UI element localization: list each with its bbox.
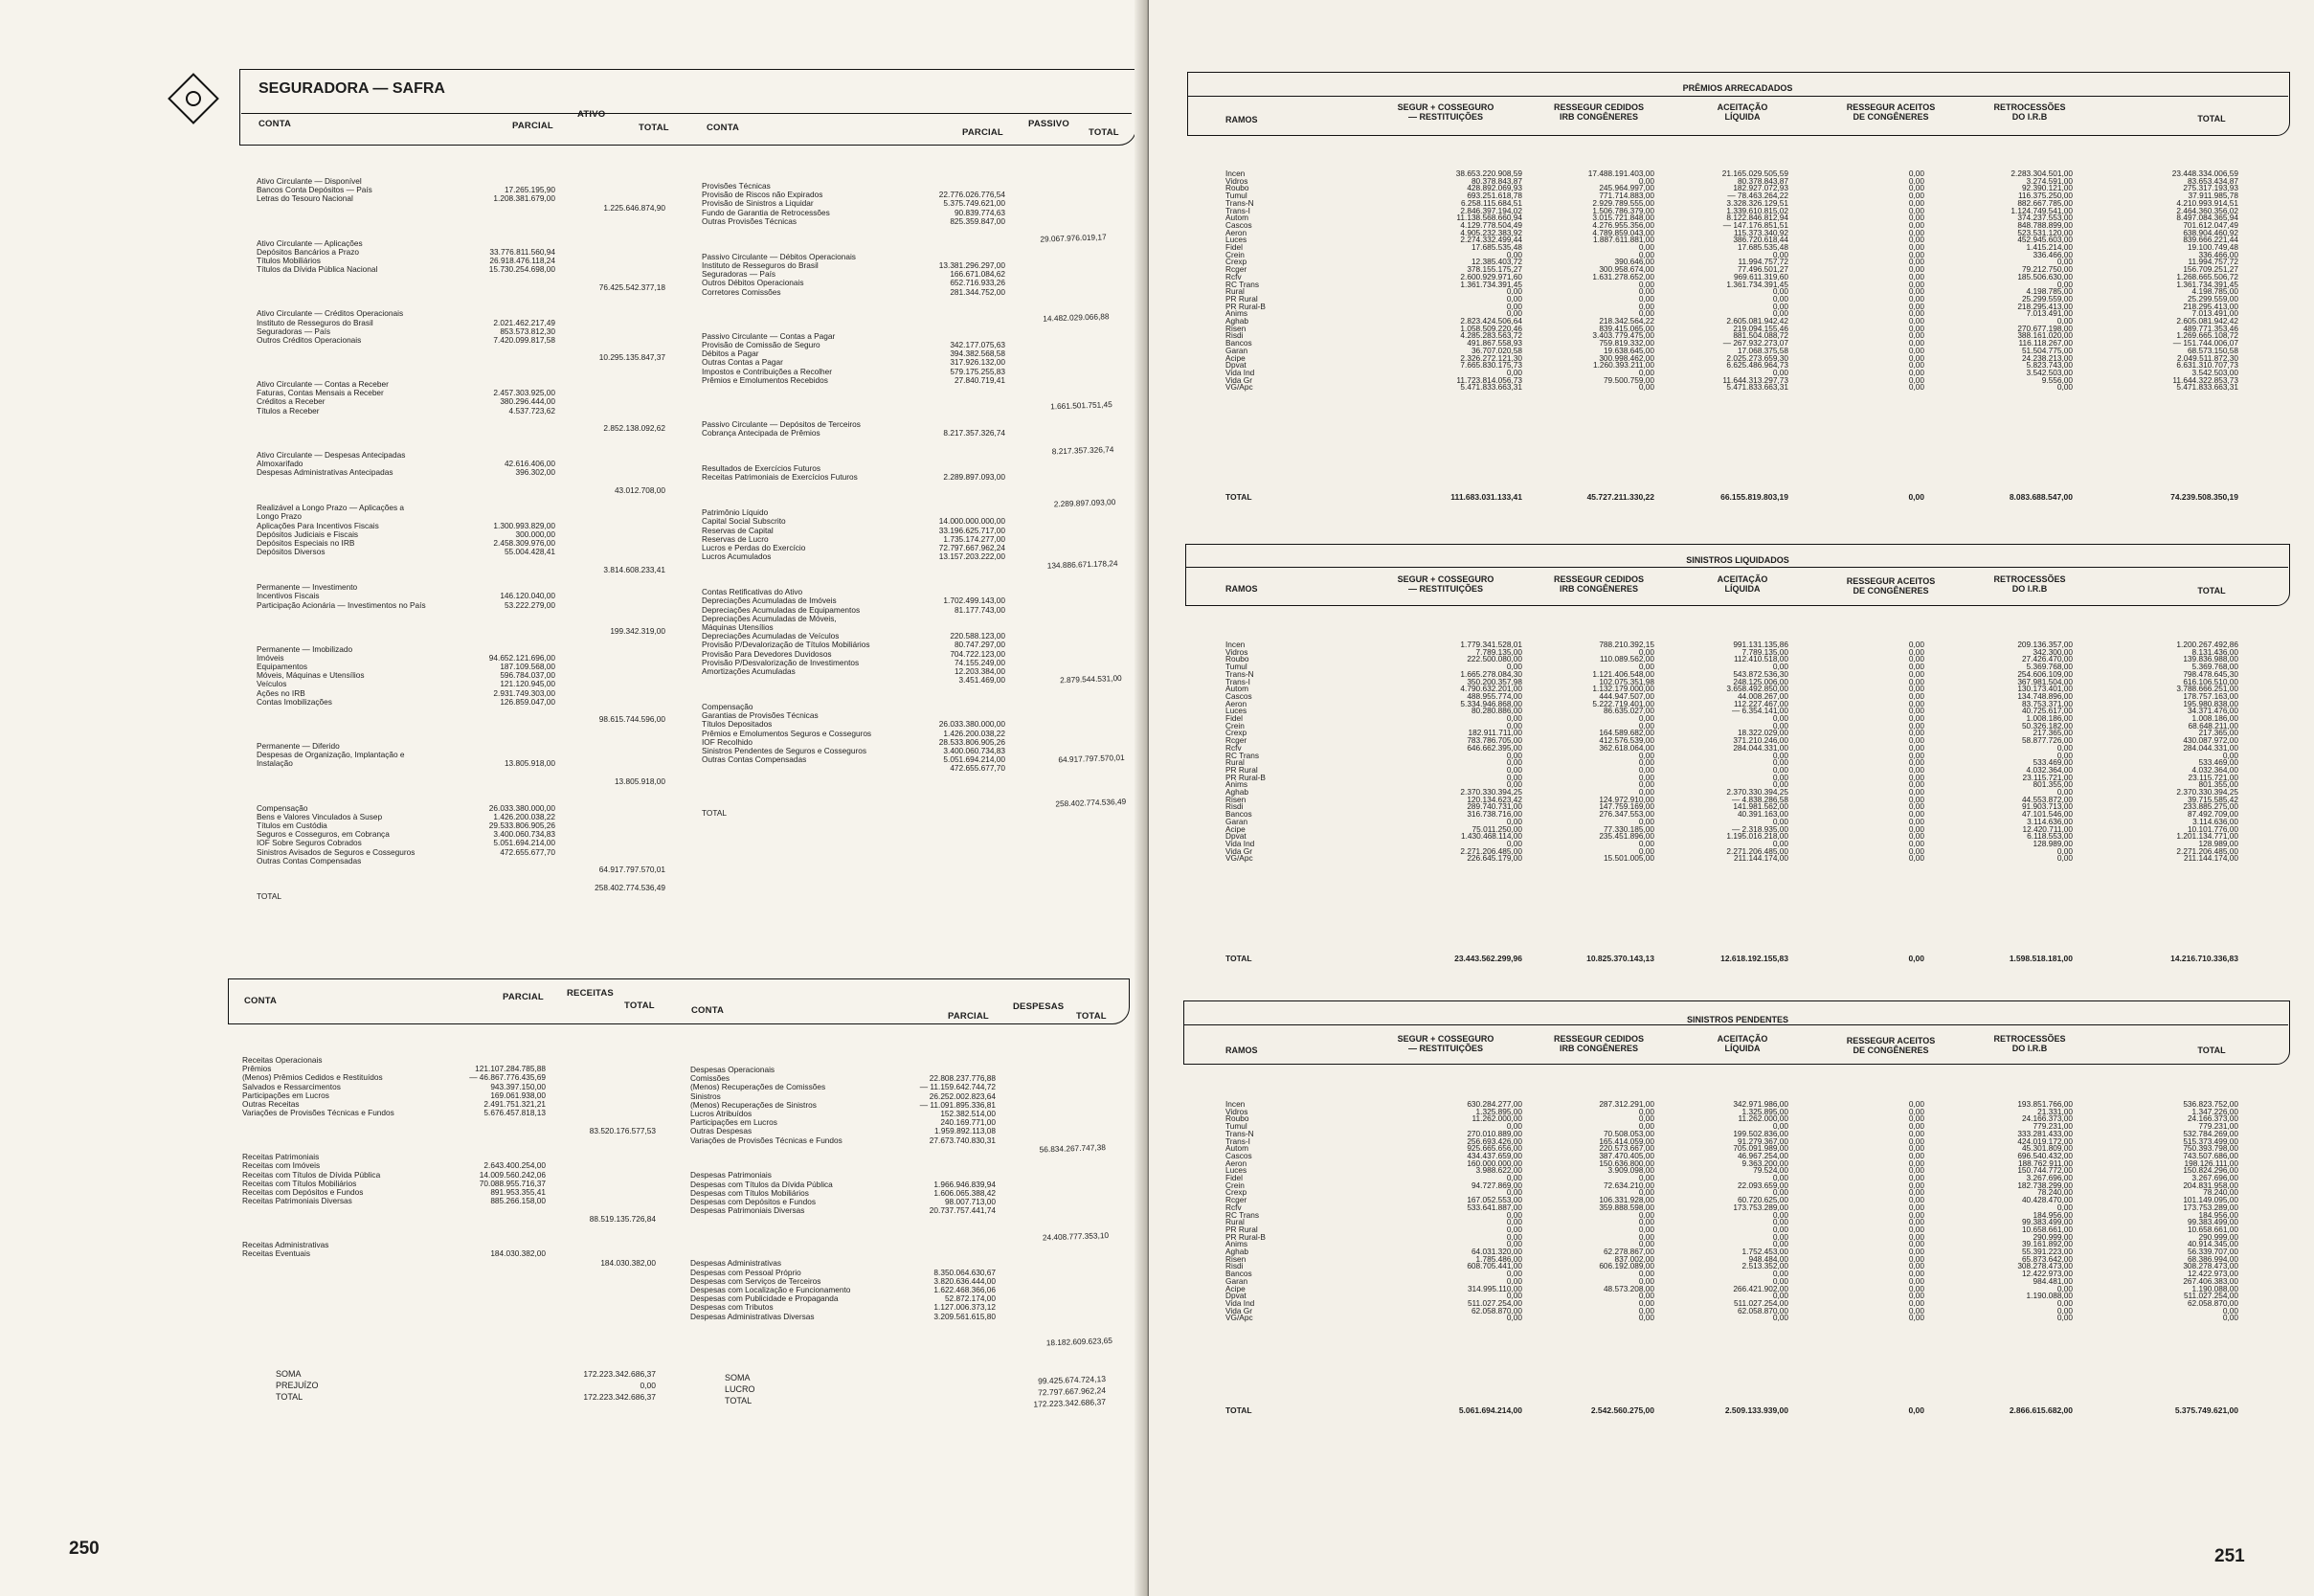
passivo-total-header: TOTAL: [1089, 127, 1119, 138]
despesas-parcial-values: 22.808.237.776,88 — 11.159.642.744,72 26.252.002.823,64 — 11.091.895.336,81 152.382.514,00 240.169.771,00 1.959.892.113,08 27.673.740.830,31 1.966.946.839,94 1.606.065.388,42 98.007.713,00 20.737.757.441,74 8.350.064.630,67 3.820.636.444,00 1.622.468.366,06 52.872.174,00 1.127.006.373,12 3.209.561.615,80: [919, 1073, 996, 1321]
despesas-total-header: TOTAL: [1076, 1011, 1107, 1022]
premios-total-label: TOTAL: [1225, 492, 1252, 502]
premios-title: PRÊMIOS ARRECADADOS: [1682, 83, 1793, 93]
premios-c5: 2.283.304.501,00 3.274.591,00 92.390.121,00 116.375.250,00 882.667.785,00 1.124.749.541,00 374.237.553,00 848.788.899,00 523.531.120,00 452.945.603,00 1.415.214,00 336.466,00 0,00 79.212.750,00 185.506.630,00 0,00 4.198.785,00 25.299.559,00 218.295.413,00 7.013.491,00 0,00 270.677.198,00 388.161.020,00 116.118.267,00 51.504.775,00 24.238.213,00 5.823.743,00 3.542.503,00 9.556,00 0,00: [2011, 169, 2073, 393]
premios-total-c2: 45.727.211.330,22: [1586, 492, 1654, 502]
passivo-header: PASSIVO: [1028, 119, 1069, 129]
premios-total-c1: 111.683.031.133,41: [1450, 492, 1522, 502]
despesas-parcial-header: PARCIAL: [948, 1011, 989, 1022]
pendentes-c3-header: ACEITAÇÃO LÍQUIDA: [1717, 1034, 1768, 1053]
result-header-box: [228, 978, 1130, 1024]
receitas-parcial-values: 121.107.284.785,88 — 46.867.776.435,69 943.397.150,00 169.061.938,00 2.491.751.321,21 5.676.457.818,13 2.643.400.254,00 14.009.560.242,06 70.088.955.716,37 891.953.355,41 885.266.158,00 184.030.382,00: [469, 1064, 546, 1259]
pendentes-c2: 287.312.291,00 0,00 0,00 0,00 70.508.053,00 165.414.059,00 220.573.667,00 387.470.405,00 150.636.800,00 3.909.098,00 0,00 72.634.210,00 0,00 106.331.928,00 359.888.598,00 0,00 0,00 0,00 0,00 0,00 62.278.867,00 837.002,00 606.192.089,00 0,00 0,00 48.573.208,00 0,00 0,00 0,00 0,00: [1599, 1099, 1654, 1323]
liquidados-c2-header: RESSEGUR CEDIDOS IRB CONGÊNERES: [1553, 574, 1645, 594]
passivo-total-values: 29.067.976.019,17 14.482.029.066,88 1.661.501.751,45 8.217.357.326,74 2.289.897.093,00 134.886.671.178,24 2.879.544.531,00 64.917.797.570,01 258.402.774.536,49: [1040, 179, 1127, 809]
premios-c2-header: RESSEGUR CEDIDOS IRB CONGÊNERES: [1553, 102, 1645, 122]
premios-total-c3: 66.155.819.803,19: [1720, 492, 1788, 502]
ativo-parcial-header: PARCIAL: [512, 121, 553, 131]
liquidados-total-c3: 12.618.192.155,83: [1720, 954, 1788, 963]
summary-lucro-label: LUCRO: [725, 1384, 755, 1394]
page-title: SEGURADORA — SAFRA: [258, 80, 445, 97]
receitas-total-values: 83.520.176.577,53 88.519.135.726,84 184.030.382,00: [589, 1125, 656, 1268]
receitas-parcial-header: PARCIAL: [503, 992, 544, 1002]
pendentes-c4-header: RESSEGUR ACEITOS DE CONGÊNERES: [1846, 1036, 1936, 1055]
ativo-account-labels: Ativo Circulante — Disponível Bancos Conta Depósitos — País Letras do Tesouro Nacional Ativo Circulante — Aplicações Depósitos Bancários a Prazo Títulos Mobiliários Títulos da Dívida Pública Nacional Ativo Circulante — Créditos Operacionais Instituto de Resseguros do Brasil Seguradoras — País Outros Créditos Operacionais Ativo Circulante — Contas a Receber Faturas, Contas Mensais a Receber Créditos a Receber Títulos a Receber Ativo Circulante — Despesas Antecipadas Almoxarifado Despesas Administrativas Antecipadas Realizável a Longo Prazo — Aplicações a Longo Prazo Aplicações Para Incentivos Fiscais Depósitos Judiciais e Fiscais Depósitos Especiais no IRB Depósitos Diversos Permanente — Investimento Incentivos Fiscais Participação Acionária — Investimentos no País Permanente — Imobilizado Imóveis Equipamentos Móveis, Máquinas e Utensílios Veículos Ações no IRB Contas Imobilizações Permanente — Diferido Despesas de Organização, Implantação e Instalação Compensação Bens e Valores Vinculados à Susep Títulos em Custódia Seguros e Cosseguros, em Cobrança IOF Sobre Seguros Cobrados Sinistros Avisados de Seguros e Cosseguros Outras Contas Compensadas TOTAL: [257, 176, 426, 901]
liquidados-total-c5: 1.598.518.181,00: [2009, 954, 2073, 963]
summary-soma-label: SOMA: [276, 1369, 302, 1379]
liquidados-total-c1: 23.443.562.299,96: [1454, 954, 1522, 963]
premios-c6-header: TOTAL: [2197, 114, 2226, 124]
liquidados-c2: 788.210.392,15 0,00 110.089.562,00 0,00 1.121.406.548,00 102.075.351,98 1.132.179.000,00 444.947.507,00 5.222.719.401,00 86.635.027,00 0,00 0,00 164.589.682,00 412.576.539,00 362.618.064,00 0,00 0,00 0,00 0,00 0,00 0,00 124.972.910,00 147.759.169,00 276.347.553,00 0,00 77.330.185,00 235.451.896,00 0,00 0,00 15.501.005,00: [1592, 640, 1654, 864]
summary-soma2-label: SOMA: [725, 1373, 751, 1382]
liquidados-total-label: TOTAL: [1225, 954, 1252, 963]
pendentes-c3: 342.971.986,00 1.325.895,00 11.262.000,00 0,00 199.502.836,00 91.279.367,00 705.091.989,00 46.967.254,00 9.363.200,00 79.524,00 0,00 22.093.659,00 0,00 60.720.625,00 173.753.289,00 0,00 0,00 0,00 0,00 0,00 1.752.453,00 948.484,00 2.513.352,00 0,00 0,00 266.421.902,00 0,00 511.027.254,00 62.058.870,00 0,00: [1733, 1099, 1788, 1323]
liquidados-ramos-header: RAMOS: [1225, 584, 1258, 594]
receitas-conta-header: CONTA: [244, 996, 278, 1006]
pendentes-c5: 193.851.766,00 21.331,00 24.166.373,00 779.231,00 333.281.433,00 424.019.172,00 45.301.809,00 696.540.432,00 188.762.911,00 150.744.772,00 3.267.696,00 182.738.299,00 78.240,00 40.428.470,00 0,00 184.956,00 99.383.499,00 10.658.661,00 290.999,00 39.161.892,00 55.391.223,00 65.873.642,00 308.278.473,00 12.422.973,00 984.481,00 0,00 1.190.088,00 0,00 0,00 0,00: [2017, 1099, 2073, 1323]
company-logo-icon: [168, 73, 219, 124]
premios-c1-header: SEGUR + COSSEGURO — RESTITUIÇÕES: [1397, 102, 1494, 122]
right-page: [1149, 0, 2314, 1596]
premios-c1: 38.653.220.908,59 80.378.843,87 428.892.069,93 693.251.618,78 6.258.115.684,51 2.846.397.194,02 11.138.568.660,94 4.129.778.504,49 4.905.232.383,92 2.274.332.499,44 17.685.535,48 0,00 12.385.403,72 378.155.175,27 2.600.929.971,60 1.361.734.391,45 0,00 0,00 0,00 0,00 2.823.424.506,64 1.058.509.220,46 4.285.283.563,72 491.867.558,93 36.707.020,58 2.326.272.121,30 7.665.830.175,73 0,00 11.723.814.056,73 5.471.833.663,31: [1455, 169, 1522, 393]
liquidados-ramos: Incen Vidros Roubo Tumul Trans-N Trans-I Autom Cascos Aeron Luces Fidel Crein Crexp Rcger Rcfv RC Trans Rural PR Rural PR Rural-B Anims Aghab Risen Risdi Bancos Garan Acipe Dpvat Vida Ind Vida Gr VG/Apc: [1225, 640, 1266, 864]
premios-c3-header: ACEITAÇÃO LÍQUIDA: [1717, 102, 1768, 122]
summary-soma-value: 172.223.342.686,37: [583, 1369, 656, 1379]
pendentes-total-c6: 5.375.749.621,00: [2174, 1405, 2238, 1415]
pendentes-c6: 536.823.752,00 1.347.226,00 24.166.373,00 779.231,00 532.784.269,00 515.373.499,00 750.393.798,00 743.507.686,00 198.126.111,00 150.824.296,00 3.267.696,00 204.831.958,00 78.240,00 101.149.095,00 173.753.289,00 184.956,00 99.383.499,00 10.658.661,00 290.999,00 40.914.345,00 56.339.707,00 68.386.994,00 308.278.473,00 12.422.973,00 267.406.383,00 1.190.088,00 511.027.254,00 62.058.870,00 0,00 0,00: [2183, 1099, 2238, 1323]
premios-c6: 23.448.334.006,59 83.653.434,87 275.317.193,93 37.911.985,78 4.210.993.914,51 2.464.360.356,02 8.497.084.365,94 701.612.047,49 638.904.460,92 839.666.221,44 19.100.749,48 336.466,00 11.994.757,72 156.709.251,27 1.268.665.506,72 1.361.734.391,45 4.198.785,00 25.299.559,00 218.295.413,00 7.013.491,00 2.605.081.942,42 489.771.353,46 1.269.665.108,72 — 151.744.006,07 68.573.150,58 2.049.511.872,30 6.631.310.707,73 3.542.503,00 11.644.322.853,73 5.471.833.663,31: [2171, 169, 2238, 393]
liquidados-c4: 0,00 0,00 0,00 0,00 0,00 0,00 0,00 0,00 0,00 0,00 0,00 0,00 0,00 0,00 0,00 0,00 0,00 0,00 0,00 0,00 0,00 0,00 0,00 0,00 0,00 0,00 0,00 0,00 0,00 0,00: [1908, 640, 1924, 864]
pendentes-c5-header: RETROCESSÕES DO I.R.B: [1993, 1034, 2066, 1053]
premios-ramos: Incen Vidros Roubo Tumul Trans-N Trans-I Autom Cascos Aeron Luces Fidel Crein Crexp Rcger Rcfv RC Trans Rural PR Rural PR Rural-B Anims Aghab Risen Risdi Bancos Garan Acipe Dpvat Vida Ind Vida Gr VG/Apc: [1225, 169, 1266, 393]
premios-c4: 0,00 0,00 0,00 0,00 0,00 0,00 0,00 0,00 0,00 0,00 0,00 0,00 0,00 0,00 0,00 0,00 0,00 0,00 0,00 0,00 0,00 0,00 0,00 0,00 0,00 0,00 0,00 0,00 0,00 0,00: [1908, 169, 1924, 393]
receitas-account-labels: Receitas Operacionais Prêmios (Menos) Prêmios Cedidos e Restituídos Salvados e Ressarcimentos Participações em Lucros Outras Receitas Variações de Provisões Técnicas e Fundos Receitas Patrimoniais Receitas com Imóveis Receitas com Títulos de Dívida Pública Receitas com Títulos Mobiliários Receitas com Depósitos e Fundos Receitas Patrimoniais Diversas Receitas Administrativas Receitas Eventuais: [242, 1055, 394, 1259]
summary-soma2-value: 99.425.674.724,13: [1037, 1373, 1107, 1386]
summary-total2-value: 172.223.342.686,37: [1033, 1396, 1107, 1409]
liquidados-c1-header: SEGUR + COSSEGURO — RESTITUIÇÕES: [1397, 574, 1494, 594]
summary-prejuizo-value: 0,00: [640, 1381, 656, 1390]
receitas-header: RECEITAS: [567, 988, 614, 999]
ativo-total-values: 1.225.646.874,90 76.425.542.377,18 10.295.135.847,37 2.852.138.092,62 43.012.708,00 3.814.608.233,41 199.342.319,00 98.615.744.596,00 13.805.918,00 64.917.797.570,01 258.402.774.536,49: [595, 202, 665, 892]
liquidados-c5-header: RETROCESSÕES DO I.R.B: [1993, 574, 2066, 594]
pendentes-c1: 630.284.277,00 1.325.895,00 11.262.000,00 0,00 270.010.889,00 256.693.426,00 925.665.656,00 434.437.659,00 160.000.000,00 3.988.622,00 0,00 94.727.869,00 0,00 167.052.553,00 533.641.887,00 0,00 0,00 0,00 0,00 0,00 64.031.320,00 1.785.486,00 608.705.441,00 0,00 0,00 314.995.110,00 0,00 511.027.254,00 62.058.870,00 0,00: [1467, 1099, 1522, 1323]
passivo-account-labels: Provisões Técnicas Provisão de Riscos não Expirados Provisão de Sinistros a Liquidar Fundo de Garantia de Retrocessões Outras Provisões Técnicas Passivo Circulante — Débitos Operacionais Instituto de Resseguros do Brasil Seguradoras — País Outros Débitos Operacionais Corretores Comissões Passivo Circulante — Contas a Pagar Provisão de Comissão de Seguro Débitos a Pagar Outras Contas a Pagar Impostos e Contribuições a Recolher Prêmios e Emolumentos Recebidos Passivo Circulante — Depósitos de Terceiros Cobrança Antecipada de Prêmios Resultados de Exercícios Futuros Receitas Patrimoniais de Exercícios Futuros Patrimônio Líquido Capital Social Subscrito Reservas de Capital Reservas de Lucro Lucros e Perdas do Exercício Lucros Acumulados Contas Retificativas do Ativo Depreciações Acumuladas de Imóveis Depreciações Acumuladas de Equipamentos Depreciações Acumuladas de Móveis, Máquinas Utensílios Depreciações Acumuladas de Veículos Provisão P/Devalorização de Títulos Mobiliários Provisão Para Devedores Duvidosos Provisão P/Desvalorização de Investimentos Amortizações Acumuladas Compensação Garantias de Provisões Técnicas Títulos Depositados Prêmios e Emolumentos Seguros e Cosseguros IOF Recolhido Sinistros Pendentes de Seguros e Cosseguros Outras Contas Compensadas TOTAL: [702, 181, 872, 818]
pendentes-total-c5: 2.866.615.682,00: [2009, 1405, 2073, 1415]
liquidados-total-c4: 0,00: [1908, 954, 1924, 963]
premios-c3: 21.165.029.505,59 80.378.843,87 182.927.072,93 — 78.463.264,22 3.328.326.129,51 1.339.610.815,02 8.122.846.812,94 — 147.176.851,51 115.373.340,92 386.720.618,44 17.685.535,48 0,00 11.994.757,72 77.496.501,27 969.611.319,60 1.361.734.391,45 0,00 0,00 0,00 0,00 2.605.081.942,42 219.094.155,46 881.504.088,72 — 267.932.273,07 17.068.375,58 2.025.273.659,30 6.625.486.964,73 0,00 11.644.313.297,73 5.471.833.663,31: [1721, 169, 1788, 393]
liquidados-c6: 1.200.267.492,86 8.131.436,00 139.836.988,00 5.369.768,00 798.478.645,30 616.106.510,00 3.788.666.251,00 178.757.163,00 195.980.838,00 34.371.476,00 1.008.186,00 68.648.211,00 217.365,00 430.087.972,00 284.044.331,00 0,00 533.469,00 4.032.364,00 23.115.721,00 801.355,00 2.370.330.394,25 39.715.585,42 233.885.275,00 87.492.709,00 3.114.636,00 10.101.776,00 1.201.134.771,00 128.989,00 2.271.206.485,00 211.144.174,00: [2176, 640, 2238, 864]
ativo-conta-header: CONTA: [258, 119, 292, 129]
summary-total-label: TOTAL: [276, 1392, 303, 1402]
passivo-parcial-header: PARCIAL: [962, 127, 1003, 138]
liquidados-total-c2: 10.825.370.143,13: [1586, 954, 1654, 963]
premios-c4-header: RESSEGUR ACEITOS DE CONGÊNERES: [1846, 102, 1936, 122]
ativo-parcial-values: 17.265.195,90 1.208.381.679,00 33.776.811.560,94 26.918.476.118,24 15.730.254.698,00 2.021.462.217,49 853.573.812,30 7.420.099.817,58 2.457.303.925,00 380.296.444,00 4.537.723,62 42.616.406,00 396.302,00 1.300.993.829,00 300.000,00 2.458.309.976,00 55.004.428,41 146.120.040,00 53.222.279,00 94.652.121.696,00 187.109.568,00 596.784.037,00 121.120.945,00 2.931.749.303,00 126.859.047,00 13.805.918,00 26.033.380.000,00 1.426.200.038,22 29.533.806.905,26 3.400.060.734,83 5.051.694.214,00 472.655.677,70: [488, 185, 555, 857]
liquidados-c3-header: ACEITAÇÃO LÍQUIDA: [1717, 574, 1768, 594]
summary-prejuizo-label: PREJUÍZO: [276, 1381, 319, 1390]
liquidados-total-c6: 14.216.710.336,83: [2170, 954, 2238, 963]
liquidados-c3: 991.131.135,86 7.789.135,00 112.410.518,00 0,00 543.872.536,30 248.125.006,00 3.658.492.850,00 44.008.267,00 112.227.467,00 — 6.354.141,00 0,00 0,00 18.322.029,00 371.210.246,00 284.044.331,00 0,00 0,00 0,00 0,00 0,00 2.370.330.394,25 — 4.838.286,58 141.981.562,00 40.391.163,00 0,00 — 2.318.935,00 1.195.016.218,00 0,00 2.271.206.485,00 211.144.174,00: [1726, 640, 1788, 864]
passivo-parcial-values: 22.776.026.776,54 5.375.749.621,00 90.839.774,63 825.359.847,00 13.381.296.297,00 166.671.084,62 652.716.933,26 281.344.752,00 342.177.075,63 394.382.568,58 317.926.132,00 579.175.255,83 27.840.719,41 8.217.357.326,74 2.289.897.093,00 14.000.000.000,00 33.196.625.717,00 1.735.174.277,00 72.797.667.962,24 13.157.203.222,00 1.702.499.143,00 81.177.743,00 220.588.123,00 80.747.297,00 704.722.123,00 74.155.249,00 12.203.384,00 3.451.469,00 26.033.380.000,00 1.426.200.038,22 28.533.806.905,26 3.400.060.734,83 5.051.694.214,00 472.655.677,70: [938, 190, 1005, 774]
summary-total2-label: TOTAL: [725, 1396, 753, 1405]
premios-c5-header: RETROCESSÕES DO I.R.B: [1993, 102, 2066, 122]
liquidados-c5: 209.136.357,00 342.300,00 27.426.470,00 5.369.768,00 254.606.109,00 367.981.504,00 130.173.401,00 134.748.896,00 83.753.371,00 40.725.617,00 1.008.186,00 50.326.182,00 217.365,00 58.877.726,00 0,00 0,00 533.469,00 4.032.364,00 23.115.721,00 801.355,00 0,00 44.553.872,00 91.903.713,00 47.101.546,00 3.114.636,00 12.420.711,00 6.118.553,00 128.989,00 0,00 0,00: [2017, 640, 2073, 864]
liquidados-c4-header: RESSEGUR ACEITOS DE CONGÊNERES: [1846, 576, 1936, 596]
premios-total-c5: 8.083.688.547,00: [2009, 492, 2073, 502]
pendentes-total-label: TOTAL: [1225, 1405, 1252, 1415]
ativo-header: ATIVO: [577, 109, 606, 120]
pendentes-total-c1: 5.061.694.214,00: [1458, 1405, 1522, 1415]
despesas-account-labels: Despesas Operacionais Comissões (Menos) Recuperações de Comissões Sinistros (Menos) Recuperações de Sinistros Lucros Atribuídos Participações em Lucros Outras Despesas Variações de Provisões Técnicas e Fundos Despesas Patrimoniais Despesas com Títulos da Dívida Pública Despesas com Títulos Mobiliários Despesas com Depósitos e Fundos Despesas Patrimoniais Diversas Despesas Administrativas Despesas com Pessoal Próprio Despesas com Serviços de Terceiros Despesas com Localização e Funcionamento Despesas com Publicidade e Propaganda Despesas com Tributos Despesas Administrativas Diversas: [690, 1065, 851, 1321]
despesas-total-values: 56.834.267.747,38 24.408.777.353,10 18.182.609.623,65: [1039, 1063, 1113, 1348]
premios-ramos-header: RAMOS: [1225, 115, 1258, 124]
liquidados-c6-header: TOTAL: [2197, 586, 2226, 596]
pendentes-c4: 0,00 0,00 0,00 0,00 0,00 0,00 0,00 0,00 0,00 0,00 0,00 0,00 0,00 0,00 0,00 0,00 0,00 0,00 0,00 0,00 0,00 0,00 0,00 0,00 0,00 0,00 0,00 0,00 0,00 0,00: [1908, 1099, 1924, 1323]
receitas-total-header: TOTAL: [624, 1000, 655, 1011]
page-number-right: 251: [2214, 1546, 2245, 1566]
summary-total-value: 172.223.342.686,37: [583, 1392, 656, 1402]
pendentes-ramos-header: RAMOS: [1225, 1045, 1258, 1055]
pendentes-c2-header: RESSEGUR CEDIDOS IRB CONGÊNERES: [1553, 1034, 1645, 1053]
premios-c2: 17.488.191.403,00 0,00 245.964.997,00 771.714.883,00 2.929.789.555,00 1.506.786.379,00 3.015.721.848,00 4.276.955.356,00 4.789.859.043,00 1.887.611.881,00 0,00 0,00 390.646,00 300.958.674,00 1.631.278.652,00 0,00 0,00 0,00 0,00 0,00 218.342.564,22 839.415.065,00 3.403.779.475,00 759.819.332,00 19.638.645,00 300.998.462,00 1.260.393.211,00 0,00 79.500.759,00 0,00: [1587, 169, 1654, 393]
pendentes-total-c4: 0,00: [1908, 1405, 1924, 1415]
premios-total-c4: 0,00: [1908, 492, 1924, 502]
passivo-conta-header: CONTA: [707, 123, 740, 133]
ativo-total-header: TOTAL: [639, 123, 669, 133]
pendentes-c1-header: SEGUR + COSSEGURO — RESTITUIÇÕES: [1397, 1034, 1494, 1053]
pendentes-title: SINISTROS PENDENTES: [1686, 1015, 1789, 1024]
premios-total-c6: 74.239.508.350,19: [2170, 492, 2238, 502]
pendentes-c6-header: TOTAL: [2197, 1045, 2226, 1055]
pendentes-total-c2: 2.542.560.275,00: [1590, 1405, 1654, 1415]
liquidados-c1: 1.779.341.528,01 7.789.135,00 222.500.080,00 0,00 1.665.278.084,30 350.200.357,98 4.790.632.201,00 488.955.774,00 5.334.946.868,00 80.280.886,00 0,00 0,00 182.911.711,00 783.786.705,00 646.662.395,00 0,00 0,00 0,00 0,00 0,00 2.370.330.394,25 120.134.623,42 289.740.731,00 316.738.716,00 0,00 75.011.250,00 1.430.468.114,00 0,00 2.271.206.485,00 226.645.179,00: [1460, 640, 1522, 864]
left-page: [0, 0, 1149, 1596]
liquidados-title: SINISTROS LIQUIDADOS: [1686, 555, 1789, 565]
despesas-conta-header: CONTA: [691, 1005, 725, 1016]
pendentes-total-c3: 2.509.133.939,00: [1724, 1405, 1788, 1415]
pendentes-header-box: [1183, 1000, 2290, 1065]
summary-lucro-value: 72.797.667.962,24: [1037, 1384, 1107, 1398]
pendentes-ramos: Incen Vidros Roubo Tumul Trans-N Trans-I Autom Cascos Aeron Luces Fidel Crein Crexp Rcger Rcfv RC Trans Rural PR Rural PR Rural-B Anims Aghab Risen Risdi Bancos Garan Acipe Dpvat Vida Ind Vida Gr VG/Apc: [1225, 1099, 1266, 1323]
page-number-left: 250: [69, 1539, 100, 1559]
despesas-header: DESPESAS: [1013, 1001, 1065, 1012]
